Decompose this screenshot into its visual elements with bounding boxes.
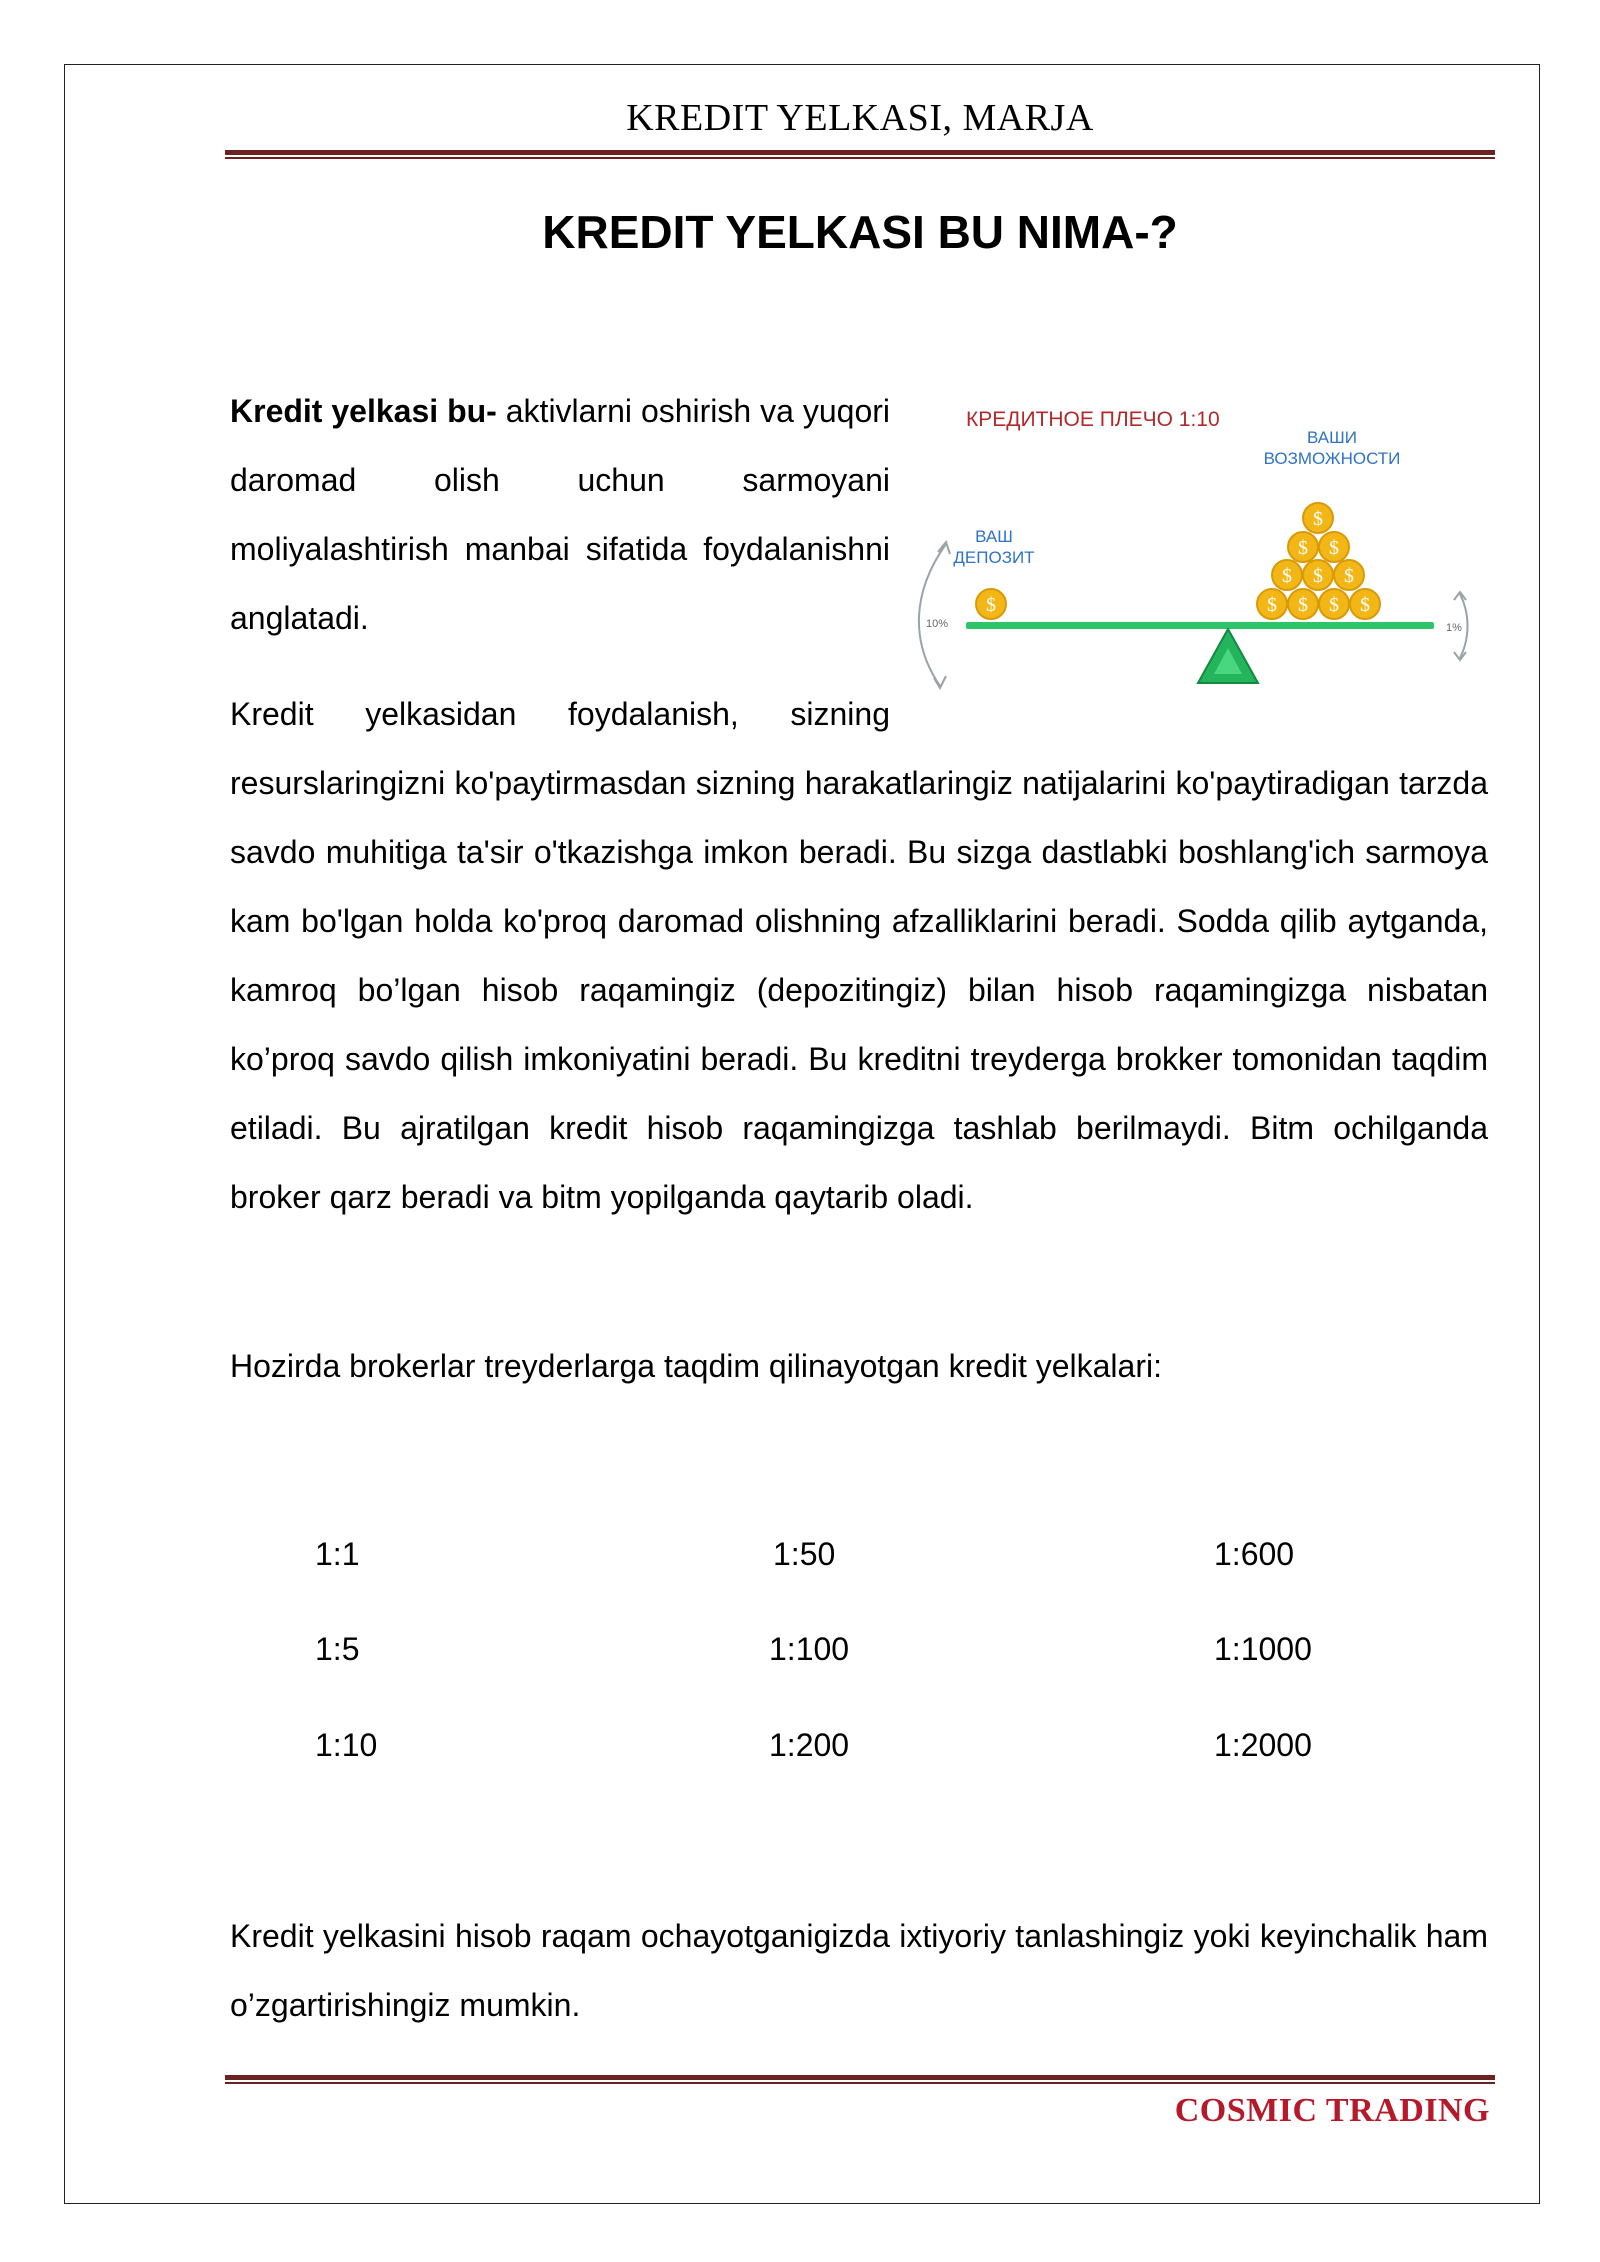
figure-label-right-1: ВАШИ <box>1307 428 1357 447</box>
coin-symbol: $ <box>1282 565 1292 587</box>
running-header: KREDIT YELKASI, MARJA <box>626 97 1094 139</box>
leverage-option: 1:100 <box>769 1631 850 1667</box>
body-paragraph: resurslaringizni ko'paytirmasdan sizning harakatlaringiz natijalarini ko'paytiradigan tarzda savdo muhitiga ta'sir o'tkazishga imkon beradi. Bu sizga dastlabki boshlang'ich sarmoya kam bo'lgan holda ko'proq daromad olishning afzalliklarini beradi. Sodda qilib aytganda, kamroq bo’lgan hisob raqamingiz (depozitingiz) bilan hisob raqamingizga nisbatan ko’proq savdo qilish imkoniyatini beradi. Bu kreditni treyderga brokker tomonidan taqdim etiladi. Bu ajratilgan kredit hisob raqamingizga tashlab berilmaydi. Bitm ochilganda broker qarz beradi va bitm yopilganda qaytarib oladi. <box>230 765 1488 1215</box>
coin-symbol: $ <box>1360 594 1370 616</box>
intro-text: aktivlarni oshirish va yuqori daromad olish uchun sarmoyani moliyalashtirish manbai sifatida foydalanishni anglatadi. <box>230 393 891 636</box>
header-rule <box>225 150 1495 159</box>
coins-group <box>976 503 1380 619</box>
leverage-option: 1:600 <box>1214 1536 1295 1572</box>
coin-symbol: $ <box>1313 508 1323 530</box>
leverage-option: 1:1 <box>315 1536 360 1572</box>
leverage-option: 1:200 <box>769 1727 850 1763</box>
page-title: KREDIT YELKASI BU NIMA-? <box>542 206 1178 258</box>
figure-label-left-2: ДЕПОЗИТ <box>953 548 1035 567</box>
leverage-option: 1:2000 <box>1214 1727 1312 1763</box>
leverage-option: 1:10 <box>315 1727 378 1763</box>
closing-paragraph: Kredit yelkasini hisob raqam ochayotganigizda ixtiyoriy tanlashingiz yoki keyinchalik ham o’zgartirishingiz mumkin. <box>230 1918 1488 2023</box>
body-paragraph-line1: Kredit yelkasidan foydalanish, sizning <box>230 696 890 732</box>
leverage-figure <box>898 392 1478 702</box>
leverage-intro: Hozirda brokerlar treyderlarga taqdim qilinayotgan kredit yelkalari: <box>230 1348 1162 1384</box>
leverage-option: 1:1000 <box>1214 1631 1312 1667</box>
footer-brand: COSMIC TRADING <box>1174 2092 1490 2129</box>
arrow-left-icon <box>919 544 949 686</box>
coin-symbol: $ <box>986 594 996 616</box>
footer-rule <box>225 2075 1495 2084</box>
coin-symbol: $ <box>1267 594 1277 616</box>
coin-symbol: $ <box>1329 594 1339 616</box>
leverage-option: 1:5 <box>315 1631 360 1667</box>
leverage-scale-illustration <box>898 392 1478 702</box>
scale-beam <box>966 622 1434 629</box>
coin-symbol: $ <box>1298 594 1308 616</box>
coin-symbol: $ <box>1344 565 1354 587</box>
percent-right: 1% <box>1446 622 1462 634</box>
figure-label-left-1: ВАШ <box>975 527 1013 546</box>
percent-left: 10% <box>926 618 949 630</box>
coin-symbol: $ <box>1298 537 1308 559</box>
coin-symbol: $ <box>1329 537 1339 559</box>
figure-label-right-2: ВОЗМОЖНОСТИ <box>1263 449 1401 468</box>
coin-symbol: $ <box>1313 565 1323 587</box>
figure-title: КРЕДИТНОЕ ПЛЕЧО 1:10 <box>966 408 1220 431</box>
term-bold: Kredit yelkasi bu- <box>230 393 497 429</box>
intro-paragraph <box>230 377 890 653</box>
leverage-option: 1:50 <box>773 1536 836 1572</box>
